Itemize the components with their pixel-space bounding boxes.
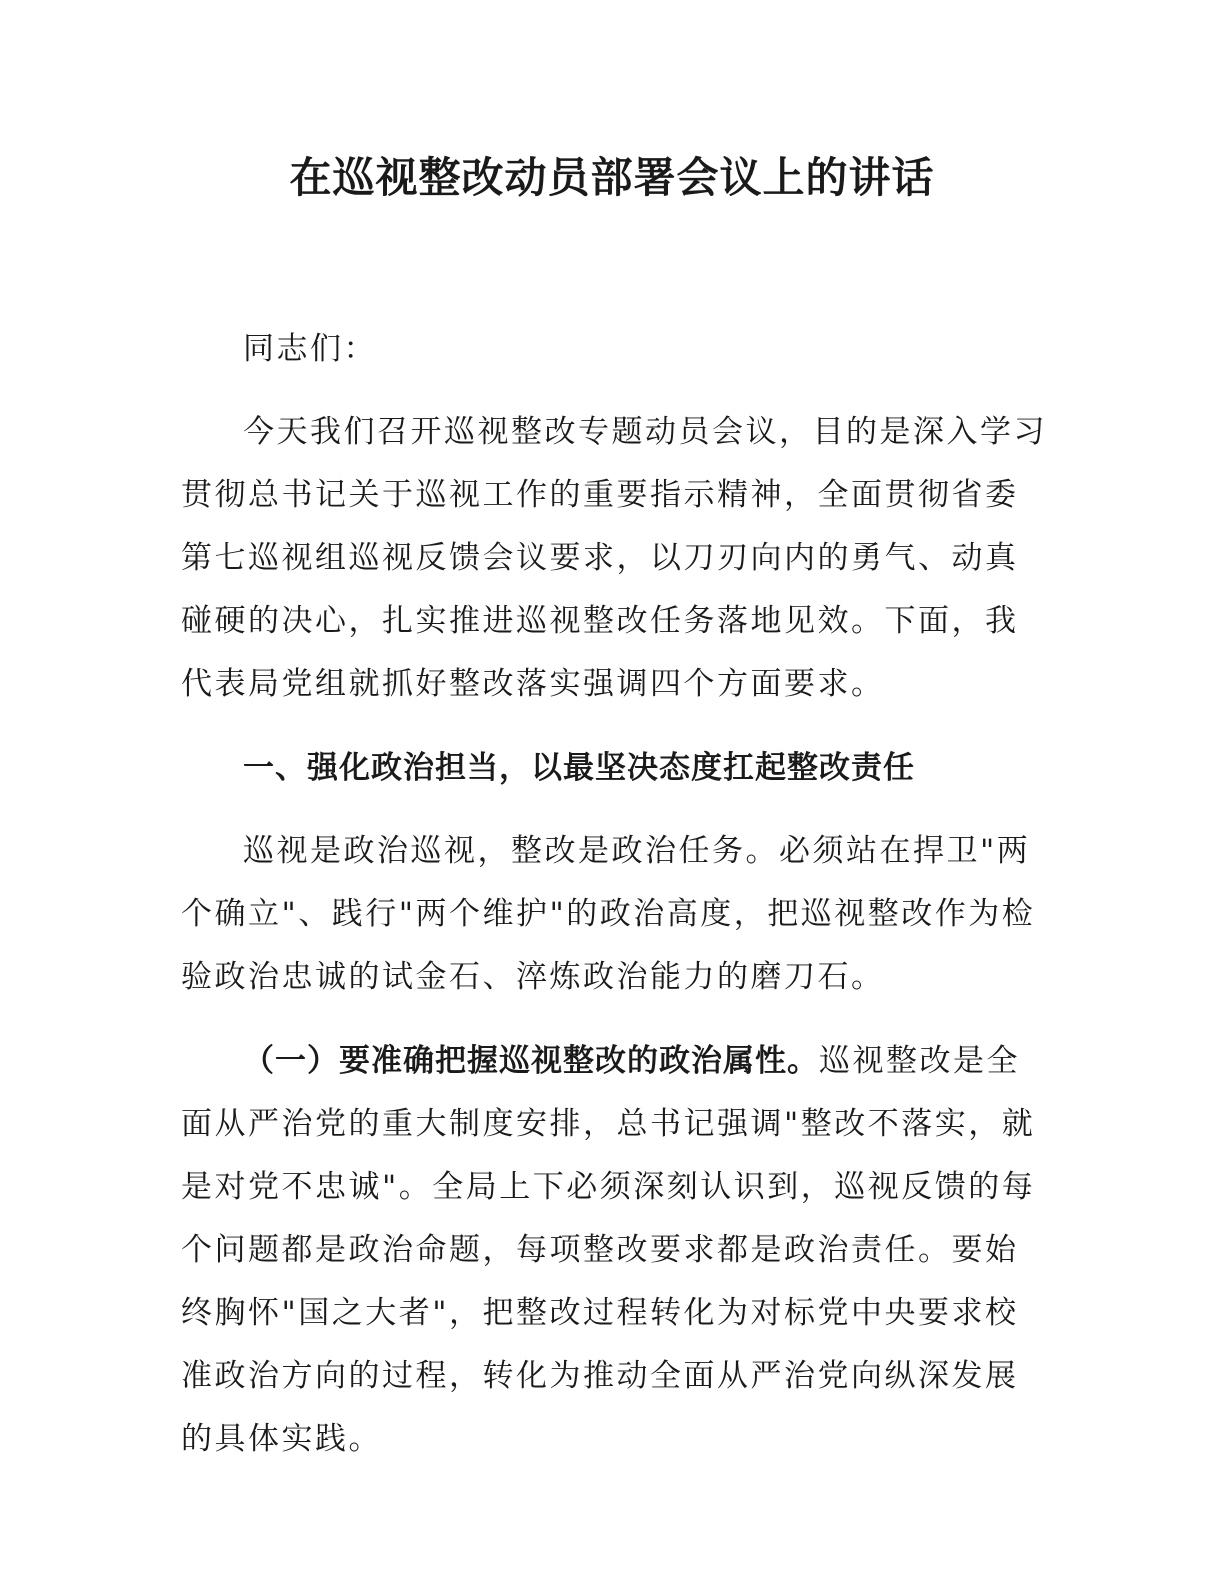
section-1-heading: 一、强化政治担当，以最坚决态度扛起整改责任 [243,750,915,786]
subsection-1-text: 巡视整改是全面从严治党的重大制度安排，总书记强调"整改不落实，就是对党不忠诚"。全局上下必须深刻认识到，巡视反馈的每个问题都是政治命题，每项整改要求都是政治责任。要始终胸怀"国之大者"，把整改过程转化为对标党中央要求校准政治方向的过程，转化为推动全面从严治党向纵深发展的具体实践。 [181,1043,1036,1457]
subsection-1-lead: （一）要准确把握巡视整改的政治属性。 [243,1043,819,1079]
salutation: 同志们： [243,331,377,367]
section-1-paragraph: 巡视是政治巡视，整改是政治任务。必须站在捍卫"两个确立"、践行"两个维护"的政治高度，把巡视整改作为检验政治忠诚的试金石、淬炼政治能力的磨刀石。 [181,833,1036,995]
document-title: 在巡视整改动员部署会议上的讲话 [289,153,935,202]
intro-paragraph: 今天我们召开巡视整改专题动员会议，目的是深入学习贯彻总书记关于巡视工作的重要指示精神，全面贯彻省委第七巡视组巡视反馈会议要求，以刀刃向内的勇气、动真碰硬的决心，扎实推进巡视整改任务落地见效。下面，我代表局党组就抓好整改落实强调四个方面要求。 [181,414,1047,702]
subsection-1-paragraph [181,1030,1051,1471]
